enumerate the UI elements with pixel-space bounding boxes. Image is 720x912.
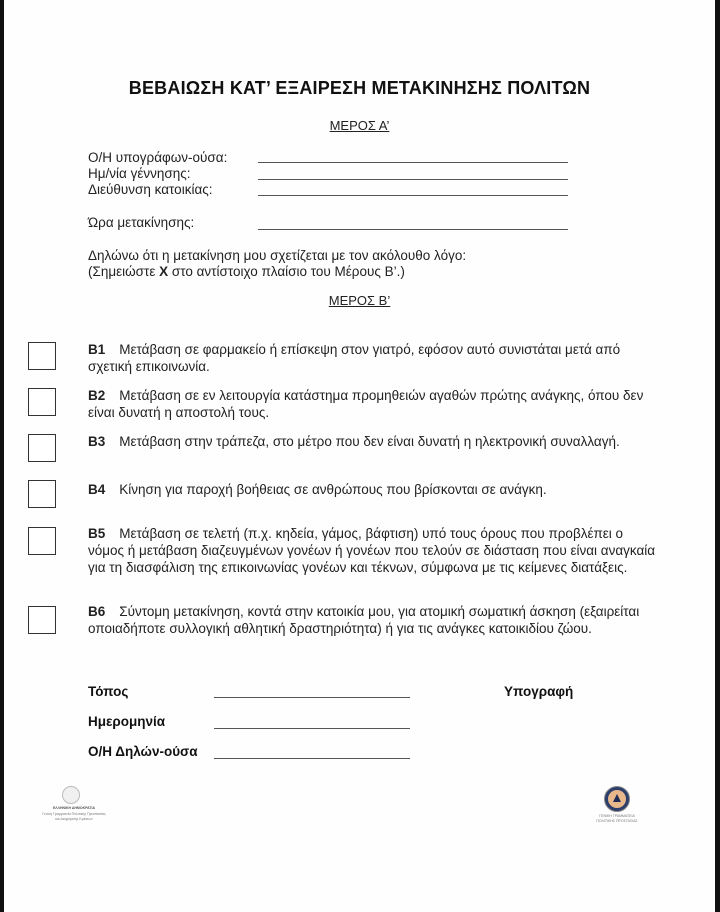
option-code: B4 bbox=[88, 482, 106, 497]
checkbox-b1[interactable] bbox=[28, 342, 56, 370]
part-b-heading: ΜΕΡΟΣ Β’ bbox=[328, 293, 391, 308]
place-input[interactable] bbox=[214, 697, 410, 698]
declarant-input[interactable] bbox=[214, 758, 410, 759]
right-logo-line-1: ΓΕΝΙΚΗ ΓΡΑΜΜΑΤΕΙΑ bbox=[599, 814, 635, 818]
option-text: Μετάβαση σε τελετή (π.χ. κηδεία, γάμος, βάφτιση) υπό τους όρους που προβλέπει ο νόμος ή μετάβαση διαζευγμένων γονέων ή γονέων που τελούν σε διάσταση που είναι αναγκαία για τη διασφάλιση της επικοινωνίας γονέων και τέκνων, σύμφωνα με τις κείμενες διατάξεις. bbox=[88, 526, 656, 575]
option-text: Μετάβαση σε φαρμακείο ή επίσκεψη στον γιατρό, εφόσον αυτό συνιστάται μετά από σχετική επικοινωνία. bbox=[88, 342, 621, 374]
option-code: B5 bbox=[88, 526, 106, 541]
date-input[interactable] bbox=[214, 728, 410, 729]
declaration-prefix: (Σημειώστε bbox=[88, 264, 160, 279]
field-label-birthdate: Ημ/νία γέννησης: bbox=[88, 166, 191, 181]
part-a-heading: ΜΕΡΟΣ Α’ bbox=[329, 118, 390, 133]
field-label-time: Ώρα μετακίνησης: bbox=[88, 215, 195, 230]
place-label: Τόπος bbox=[88, 684, 129, 699]
checkbox-b2[interactable] bbox=[28, 388, 56, 416]
option-text: Μετάβαση σε εν λειτουργία κατάστημα προμηθειών αγαθών πρώτης ανάγκης, όπου δεν είναι δυνατή η αποστολή τους. bbox=[88, 388, 644, 420]
document-title: ΒΕΒΑΙΩΣΗ ΚΑΤ’ ΕΞΑΙΡΕΣΗ ΜΕΤΑΚΙΝΗΣΗΣ ΠΟΛΙΤΩΝ bbox=[128, 78, 591, 98]
option-b4 bbox=[88, 481, 658, 498]
option-b3 bbox=[88, 433, 658, 450]
field-label-signatory: Ο/Η υπογράφων-ούσα: bbox=[88, 150, 228, 165]
option-b6 bbox=[88, 603, 658, 637]
coat-of-arms-icon bbox=[62, 786, 80, 804]
left-logo-title: ΕΛΛΗΝΙΚΗ ΔΗΜΟΚΡΑΤΙΑ bbox=[52, 806, 96, 810]
option-b5 bbox=[88, 525, 658, 576]
declaration-suffix: στο αντίστοιχο πλαίσιο του Μέρους Β’.) bbox=[168, 264, 405, 279]
declaration-line-2 bbox=[88, 264, 405, 280]
option-code: B1 bbox=[88, 342, 106, 357]
option-code: B3 bbox=[88, 434, 106, 449]
option-b2 bbox=[88, 387, 658, 421]
option-code: B2 bbox=[88, 388, 106, 403]
checkbox-b5[interactable] bbox=[28, 527, 56, 555]
field-input-time[interactable] bbox=[258, 229, 568, 230]
declarant-label: Ο/Η Δηλών-ούσα bbox=[88, 744, 198, 759]
declaration-line-1: Δηλώνω ότι η μετακίνηση μου σχετίζεται με τον ακόλουθο λόγο: bbox=[88, 248, 467, 263]
date-label: Ημερομηνία bbox=[88, 714, 166, 729]
signature-label: Υπογραφή bbox=[504, 684, 574, 699]
checkbox-b3[interactable] bbox=[28, 434, 56, 462]
field-input-address[interactable] bbox=[258, 195, 568, 196]
option-text: Κίνηση για παροχή βοήθειας σε ανθρώπους που βρίσκονται σε ανάγκη. bbox=[119, 482, 547, 497]
field-input-birthdate[interactable] bbox=[258, 179, 568, 180]
option-text: Μετάβαση στην τράπεζα, στο μέτρο που δεν είναι δυνατή η ηλεκτρονική συναλλαγή. bbox=[119, 434, 620, 449]
civil-protection-emblem-icon bbox=[604, 786, 630, 812]
right-logo-line-2: ΠΟΛΙΤΙΚΗΣ ΠΡΟΣΤΑΣΙΑΣ bbox=[596, 819, 638, 823]
civil-protection-logo bbox=[594, 786, 644, 832]
document-page bbox=[4, 0, 715, 912]
option-text: Σύντομη μετακίνηση, κοντά στην κατοικία μου, για ατομική σωματική άσκηση (εξαιρείται οποιαδήποτε συλλογική αθλητική δραστηριότητα) ή για τις ανάγκες κατοικιδίου ζώου. bbox=[88, 604, 640, 636]
left-logo-subtitle-1: Γενική Γραμματεία Πολιτικής Προστασίας bbox=[42, 812, 106, 816]
left-logo-subtitle-2: και Διαχείρισης Κρίσεων bbox=[55, 817, 93, 821]
hellenic-republic-logo bbox=[30, 786, 118, 832]
checkbox-b4[interactable] bbox=[28, 480, 56, 508]
field-input-signatory[interactable] bbox=[258, 162, 568, 163]
field-label-address: Διεύθυνση κατοικίας: bbox=[88, 182, 213, 197]
option-b1 bbox=[88, 341, 658, 375]
option-code: B6 bbox=[88, 604, 106, 619]
checkbox-b6[interactable] bbox=[28, 606, 56, 634]
declaration-mark: X bbox=[159, 264, 169, 279]
